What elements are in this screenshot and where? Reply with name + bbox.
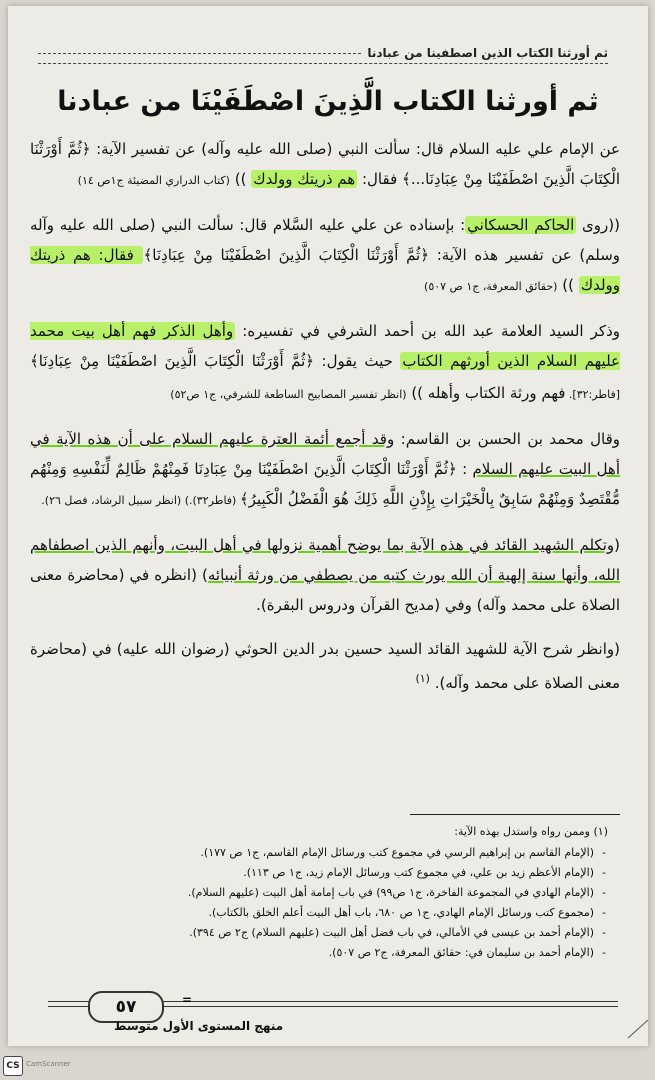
paragraph-4 (30, 424, 620, 516)
citation: (حقائق المعرفة، ج١ ص ٥٠٧) (424, 280, 558, 293)
citation: [فاطر:٣٢]. (565, 388, 620, 401)
main-text (30, 134, 620, 712)
underlined-text: وتكلم الشهيد القائد في هذه الآية بما يوضح أهمية نزولها في أهل البيت، وأنهم الذين اصطفاهم الله، وأنها سنة إلهية أن الله يورث كتبه من يصطفي من ورثة أنبيائه (30, 536, 620, 584)
footnote-marker: (١) (415, 672, 430, 685)
scanner-watermark (0, 1052, 655, 1080)
text: وذكر السيد العلامة عبد الله بن أحمد الشرفي في تفسيره: (235, 322, 620, 340)
paragraph-5 (30, 530, 620, 620)
footnote-item: - (الإمام أحمد بن سليمان في: حقائق المعرفة، ج٢ ص ٥٠٧). (48, 943, 594, 963)
page-footer (48, 991, 618, 1041)
text: فهم ورثة الكتاب وأهله )) (406, 384, 566, 402)
quran-verse: ﴿ثُمَّ أَوْرَثْنَا الْكِتَابَ الَّذِينَ اصْطَفَيْنَا مِنْ عِبَادِنَا﴾ (143, 246, 430, 264)
text: ) (انظره في (محاضرة معنى الصلاة على محمد وآله) وفي (مديح القرآن ودروس البقرة). (30, 566, 620, 614)
footnote-item: - (الإمام الهادي في المجموعة الفاخرة، ج١ ص٩٩) في باب إمامة أهل البيت (عليهم السلام). (48, 883, 594, 903)
footnote-item: - (الإمام القاسم بن إبراهيم الرسي في مجموع كتب ورسائل الإمام القاسم، ج١ ص ١٧٧). (48, 843, 594, 863)
running-title: ثم أورثنا الكتاب الذين اصطفينا من عبادنا (367, 46, 608, 60)
camscanner-logo-icon: CS (3, 1056, 23, 1076)
highlighted-text: الحاكم الحسكاني (467, 216, 575, 234)
footnote-list (48, 843, 608, 963)
quran-verse: ﴿ثُمَّ أَوْرَثْنَا الْكِتَابَ الَّذِينَ اصْطَفَيْنَا مِنْ عِبَادِنَا...﴾ (30, 140, 620, 188)
text: وقال محمد بن الحسن بن القاسم: (394, 430, 620, 448)
page-title: ثم أورثنا الكتاب الَّذِينَ اصْطَفَيْنَا من عبادنا (57, 86, 599, 117)
footnote-intro: (١) وممن رواه واستدل بهذه الآية: (454, 825, 608, 838)
citation: (انظر تفسير المصابيح الساطعة للشرفي، ج١ ص٥٢) (170, 388, 407, 401)
document-page (8, 6, 648, 1046)
footnote-item: - (الإمام الأعظم زيد بن علي، في مجموع كتب ورسائل الإمام زيد، ج١ ص ١١٣). (48, 863, 594, 883)
header-rule (38, 53, 361, 54)
running-header (38, 46, 608, 64)
text: فقال: (357, 170, 403, 188)
book-title: منهج المستوى الأول متوسط (114, 1019, 284, 1033)
text: عن الإمام علي عليه السلام قال: سألت النبي (صلى الله عليه وآله) عن تفسير الآية: (90, 140, 620, 158)
paragraph-2 (30, 210, 620, 302)
text: )) (557, 276, 579, 294)
text: ((روى (576, 216, 620, 234)
quran-verse: ﴿ثُمَّ أَوْرَثْنَا الْكِتَابَ الَّذِينَ اصْطَفَيْنَا مِنْ عِبَادِنَا فَمِنْهُمْ ظَالِمٌ لِّنَفْسِهِ وَمِنْهُم مُّقْتَصِدٌ وَمِنْهُمْ سَابِقٌ بِالْخَيْرَاتِ بِإِذْنِ اللَّهِ ذَلِكَ هُوَ الْفَضْلُ الْكَبِيرُ﴾ (30, 460, 620, 508)
footnote-item: - (الإمام أحمد بن عيسى في الأمالي، في باب فضل أهل البيت (عليهم السلام) ج٢ ص ٣٩٤). (48, 923, 594, 943)
footnote-item: - (مجموع كتب ورسائل الإمام الهادي، ج١ ص ٦٨٠، باب أهل البيت أعلم الخلق بالكتاب). (48, 903, 594, 923)
text: )) (229, 170, 252, 188)
highlighted-text: فقال: هم ذريتك وولدك (30, 246, 620, 294)
text: : بإسناده عن علي عليه السَّلام قال: سألت النبي (صلى الله عليه وآله وسلم) عن تفسير هذه الآية: (30, 216, 620, 264)
pencil-mark-icon (626, 1016, 648, 1040)
text: حيث يقول: (314, 352, 401, 370)
highlighted-text: وأهل الذكر فهم أهل بيت محمد عليهم السلام الذين أورثهم الكتاب (30, 322, 621, 370)
camscanner-text: CamScanner (26, 1060, 71, 1068)
footnote-divider (410, 814, 620, 815)
text: (وانظر شرح الآية للشهيد القائد السيد حسين بدر الدين الحوثي (رضوان الله عليه) في (محاضرة معنى الصلاة على محمد وآله). (30, 640, 620, 692)
citation: (فاطر٣٢).) (انظر سبيل الرشاد، فصل ٢٦). (41, 494, 240, 507)
paragraph-3 (30, 316, 620, 410)
paragraph-1 (30, 134, 620, 196)
underlined-text: وقد أجمع أئمة العترة عليهم السلام على أن هذه الآية في أهل البيت عليهم السلام (30, 430, 621, 478)
text: : (456, 460, 473, 478)
citation: (كتاب الدراري المضيئة ج١ص ١٤) (77, 174, 230, 187)
highlighted-text: هم ذريتك وولدك (253, 170, 356, 188)
footnotes (48, 822, 608, 963)
quran-verse: ﴿ثُمَّ أَوْرَثْنَا الْكِتَابَ الَّذِينَ اصْطَفَيْنَا مِنْ عِبَادِنَا﴾ (30, 352, 315, 370)
paragraph-6 (30, 634, 620, 698)
text: ( (614, 536, 620, 554)
footer-mark: = (182, 993, 193, 1007)
page-number: ٥٧ (88, 991, 164, 1023)
